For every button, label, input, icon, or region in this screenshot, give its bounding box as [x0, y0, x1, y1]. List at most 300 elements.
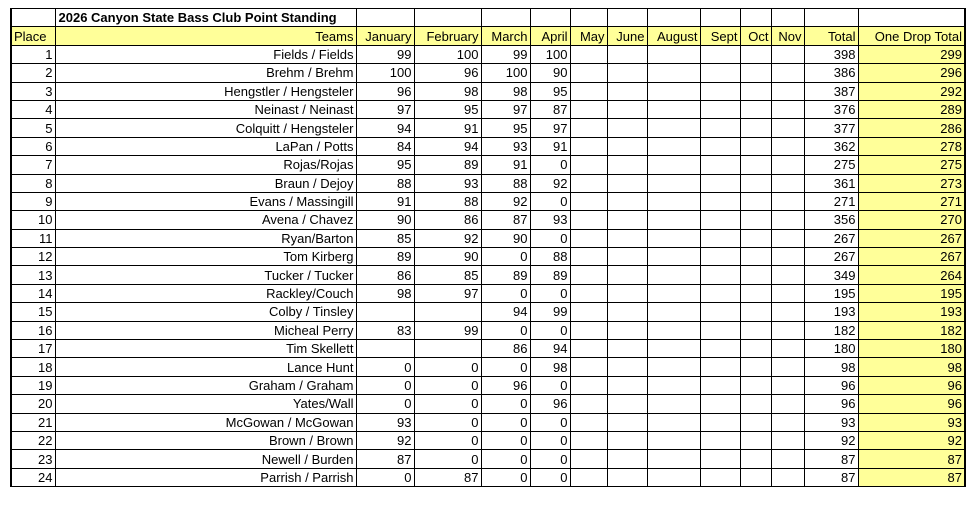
header-august: August — [647, 27, 700, 45]
score-cell-nov — [771, 376, 804, 394]
total-cell: 96 — [804, 376, 858, 394]
team-cell: Yates/Wall — [55, 395, 356, 413]
header-row — [11, 27, 965, 45]
score-cell-march: 0 — [481, 395, 530, 413]
total-cell: 182 — [804, 321, 858, 339]
score-cell-oct — [740, 450, 771, 468]
score-cell-may — [570, 321, 607, 339]
title-blank-cell — [414, 9, 481, 27]
score-cell-may — [570, 229, 607, 247]
sheet-title: 2026 Canyon State Bass Club Point Standing — [55, 9, 356, 27]
team-cell: Colquitt / Hengsteler — [55, 119, 356, 137]
score-cell-march: 98 — [481, 82, 530, 100]
score-cell-june — [607, 303, 647, 321]
score-cell-april: 97 — [530, 119, 570, 137]
score-cell-march: 100 — [481, 64, 530, 82]
score-cell-march: 99 — [481, 45, 530, 63]
one-drop-total-cell: 96 — [858, 395, 965, 413]
score-cell-august — [647, 450, 700, 468]
total-cell: 271 — [804, 192, 858, 210]
total-cell: 376 — [804, 100, 858, 118]
score-cell-april: 96 — [530, 395, 570, 413]
score-cell-oct — [740, 82, 771, 100]
score-cell-june — [607, 119, 647, 137]
total-cell: 267 — [804, 229, 858, 247]
header-february: February — [414, 27, 481, 45]
score-cell-august — [647, 82, 700, 100]
total-cell: 398 — [804, 45, 858, 63]
table-row — [11, 211, 965, 229]
table-row — [11, 82, 965, 100]
score-cell-march: 90 — [481, 229, 530, 247]
score-cell-june — [607, 248, 647, 266]
score-cell-june — [607, 340, 647, 358]
team-cell: Evans / Massingill — [55, 192, 356, 210]
score-cell-sept — [700, 248, 740, 266]
score-cell-june — [607, 450, 647, 468]
score-cell-january: 92 — [356, 431, 414, 449]
score-cell-may — [570, 376, 607, 394]
standings-table — [10, 8, 966, 487]
score-cell-january: 0 — [356, 468, 414, 486]
one-drop-total-cell: 286 — [858, 119, 965, 137]
table-row — [11, 413, 965, 431]
place-cell: 8 — [11, 174, 55, 192]
title-blank-cell — [740, 9, 771, 27]
score-cell-march: 0 — [481, 358, 530, 376]
score-cell-january: 86 — [356, 266, 414, 284]
score-cell-may — [570, 156, 607, 174]
title-blank-cell — [700, 9, 740, 27]
score-cell-sept — [700, 303, 740, 321]
title-row — [11, 9, 965, 27]
total-cell: 387 — [804, 82, 858, 100]
score-cell-sept — [700, 137, 740, 155]
header-one-drop-total: One Drop Total — [858, 27, 965, 45]
score-cell-oct — [740, 321, 771, 339]
score-cell-nov — [771, 156, 804, 174]
score-cell-may — [570, 192, 607, 210]
score-cell-january: 87 — [356, 450, 414, 468]
title-blank-cell — [647, 9, 700, 27]
score-cell-sept — [700, 321, 740, 339]
score-cell-june — [607, 431, 647, 449]
score-cell-march: 97 — [481, 100, 530, 118]
score-cell-oct — [740, 266, 771, 284]
score-cell-february: 85 — [414, 266, 481, 284]
table-row — [11, 303, 965, 321]
score-cell-february: 90 — [414, 248, 481, 266]
one-drop-total-cell: 93 — [858, 413, 965, 431]
score-cell-february — [414, 303, 481, 321]
score-cell-april: 0 — [530, 376, 570, 394]
total-cell: 96 — [804, 395, 858, 413]
score-cell-january: 83 — [356, 321, 414, 339]
score-cell-august — [647, 413, 700, 431]
table-row — [11, 468, 965, 486]
score-cell-march: 89 — [481, 266, 530, 284]
place-cell: 11 — [11, 229, 55, 247]
one-drop-total-cell: 267 — [858, 229, 965, 247]
place-cell: 15 — [11, 303, 55, 321]
score-cell-nov — [771, 174, 804, 192]
one-drop-total-cell: 264 — [858, 266, 965, 284]
score-cell-february: 92 — [414, 229, 481, 247]
table-row — [11, 450, 965, 468]
title-blank-cell — [858, 9, 965, 27]
place-cell: 5 — [11, 119, 55, 137]
score-cell-oct — [740, 229, 771, 247]
header-total: Total — [804, 27, 858, 45]
score-cell-march: 93 — [481, 137, 530, 155]
total-cell: 361 — [804, 174, 858, 192]
score-cell-february: 100 — [414, 45, 481, 63]
score-cell-sept — [700, 284, 740, 302]
score-cell-sept — [700, 82, 740, 100]
place-cell: 19 — [11, 376, 55, 394]
score-cell-february: 97 — [414, 284, 481, 302]
score-cell-august — [647, 284, 700, 302]
team-cell: Rojas/Rojas — [55, 156, 356, 174]
score-cell-august — [647, 303, 700, 321]
score-cell-february: 88 — [414, 192, 481, 210]
score-cell-february: 0 — [414, 376, 481, 394]
score-cell-august — [647, 229, 700, 247]
score-cell-august — [647, 340, 700, 358]
place-cell: 24 — [11, 468, 55, 486]
score-cell-february: 0 — [414, 395, 481, 413]
table-row — [11, 284, 965, 302]
score-cell-march: 0 — [481, 248, 530, 266]
score-cell-january: 88 — [356, 174, 414, 192]
score-cell-may — [570, 340, 607, 358]
score-cell-nov — [771, 303, 804, 321]
score-cell-april: 0 — [530, 450, 570, 468]
score-cell-may — [570, 266, 607, 284]
score-cell-nov — [771, 64, 804, 82]
score-cell-sept — [700, 100, 740, 118]
score-cell-sept — [700, 340, 740, 358]
score-cell-january: 85 — [356, 229, 414, 247]
one-drop-total-cell: 96 — [858, 376, 965, 394]
score-cell-april: 0 — [530, 321, 570, 339]
place-cell: 1 — [11, 45, 55, 63]
place-cell: 23 — [11, 450, 55, 468]
team-cell: Parrish / Parrish — [55, 468, 356, 486]
place-cell: 16 — [11, 321, 55, 339]
one-drop-total-cell: 273 — [858, 174, 965, 192]
score-cell-june — [607, 174, 647, 192]
score-cell-february: 98 — [414, 82, 481, 100]
score-cell-nov — [771, 248, 804, 266]
score-cell-april: 99 — [530, 303, 570, 321]
table-row — [11, 174, 965, 192]
score-cell-may — [570, 468, 607, 486]
score-cell-august — [647, 119, 700, 137]
total-cell: 180 — [804, 340, 858, 358]
table-row — [11, 229, 965, 247]
score-cell-june — [607, 358, 647, 376]
one-drop-total-cell: 195 — [858, 284, 965, 302]
score-cell-sept — [700, 450, 740, 468]
team-cell: Hengstler / Hengsteler — [55, 82, 356, 100]
team-cell: Fields / Fields — [55, 45, 356, 63]
score-cell-june — [607, 413, 647, 431]
one-drop-total-cell: 267 — [858, 248, 965, 266]
score-cell-march: 95 — [481, 119, 530, 137]
score-cell-april: 94 — [530, 340, 570, 358]
score-cell-oct — [740, 192, 771, 210]
place-cell: 7 — [11, 156, 55, 174]
total-cell: 362 — [804, 137, 858, 155]
score-cell-august — [647, 174, 700, 192]
score-cell-may — [570, 64, 607, 82]
one-drop-total-cell: 92 — [858, 431, 965, 449]
team-cell: Ryan/Barton — [55, 229, 356, 247]
header-teams: Teams — [55, 27, 356, 45]
score-cell-oct — [740, 64, 771, 82]
table-row — [11, 45, 965, 63]
score-cell-august — [647, 192, 700, 210]
score-cell-march: 91 — [481, 156, 530, 174]
one-drop-total-cell: 296 — [858, 64, 965, 82]
score-cell-oct — [740, 340, 771, 358]
table-row — [11, 321, 965, 339]
place-cell: 3 — [11, 82, 55, 100]
total-cell: 349 — [804, 266, 858, 284]
score-cell-nov — [771, 358, 804, 376]
score-cell-may — [570, 284, 607, 302]
score-cell-august — [647, 376, 700, 394]
score-cell-oct — [740, 395, 771, 413]
score-cell-january: 98 — [356, 284, 414, 302]
header-june: June — [607, 27, 647, 45]
score-cell-march: 86 — [481, 340, 530, 358]
score-cell-april: 0 — [530, 156, 570, 174]
score-cell-august — [647, 100, 700, 118]
score-cell-oct — [740, 376, 771, 394]
one-drop-total-cell: 292 — [858, 82, 965, 100]
score-cell-nov — [771, 431, 804, 449]
total-cell: 275 — [804, 156, 858, 174]
score-cell-april: 95 — [530, 82, 570, 100]
title-blank-cell — [804, 9, 858, 27]
title-blank-cell — [771, 9, 804, 27]
score-cell-march: 88 — [481, 174, 530, 192]
score-cell-august — [647, 211, 700, 229]
total-cell: 87 — [804, 468, 858, 486]
score-cell-january: 0 — [356, 358, 414, 376]
score-cell-oct — [740, 413, 771, 431]
score-cell-march: 0 — [481, 468, 530, 486]
table-row — [11, 192, 965, 210]
score-cell-april: 91 — [530, 137, 570, 155]
score-cell-august — [647, 266, 700, 284]
header-april: April — [530, 27, 570, 45]
table-row — [11, 248, 965, 266]
score-cell-april: 0 — [530, 413, 570, 431]
score-cell-nov — [771, 211, 804, 229]
total-cell: 377 — [804, 119, 858, 137]
total-cell: 92 — [804, 431, 858, 449]
score-cell-sept — [700, 468, 740, 486]
score-cell-june — [607, 266, 647, 284]
score-cell-april: 93 — [530, 211, 570, 229]
total-cell: 386 — [804, 64, 858, 82]
score-cell-nov — [771, 450, 804, 468]
score-cell-sept — [700, 358, 740, 376]
header-sept: Sept — [700, 27, 740, 45]
score-cell-oct — [740, 358, 771, 376]
score-cell-nov — [771, 413, 804, 431]
team-cell: Neinast / Neinast — [55, 100, 356, 118]
score-cell-april: 92 — [530, 174, 570, 192]
team-cell: Lance Hunt — [55, 358, 356, 376]
one-drop-total-cell: 98 — [858, 358, 965, 376]
score-cell-may — [570, 82, 607, 100]
place-cell: 18 — [11, 358, 55, 376]
title-blank-cell — [530, 9, 570, 27]
score-cell-august — [647, 431, 700, 449]
team-cell: Tom Kirberg — [55, 248, 356, 266]
score-cell-march: 92 — [481, 192, 530, 210]
score-cell-june — [607, 137, 647, 155]
score-cell-sept — [700, 413, 740, 431]
score-cell-june — [607, 468, 647, 486]
score-cell-nov — [771, 468, 804, 486]
score-cell-june — [607, 45, 647, 63]
score-cell-may — [570, 100, 607, 118]
score-cell-january — [356, 340, 414, 358]
total-cell: 267 — [804, 248, 858, 266]
score-cell-june — [607, 156, 647, 174]
score-cell-january: 0 — [356, 395, 414, 413]
score-cell-nov — [771, 119, 804, 137]
one-drop-total-cell: 270 — [858, 211, 965, 229]
header-march: March — [481, 27, 530, 45]
team-cell: Micheal Perry — [55, 321, 356, 339]
header-oct: Oct — [740, 27, 771, 45]
total-cell: 93 — [804, 413, 858, 431]
score-cell-march: 0 — [481, 321, 530, 339]
score-cell-nov — [771, 100, 804, 118]
score-cell-sept — [700, 156, 740, 174]
score-cell-january: 93 — [356, 413, 414, 431]
one-drop-total-cell: 87 — [858, 450, 965, 468]
score-cell-february: 95 — [414, 100, 481, 118]
score-cell-june — [607, 82, 647, 100]
score-cell-january: 94 — [356, 119, 414, 137]
table-row — [11, 431, 965, 449]
header-place: Place — [11, 27, 55, 45]
score-cell-march: 0 — [481, 284, 530, 302]
place-cell: 20 — [11, 395, 55, 413]
score-cell-may — [570, 450, 607, 468]
place-cell: 9 — [11, 192, 55, 210]
score-cell-oct — [740, 303, 771, 321]
score-cell-february: 99 — [414, 321, 481, 339]
score-cell-sept — [700, 174, 740, 192]
total-cell: 98 — [804, 358, 858, 376]
one-drop-total-cell: 180 — [858, 340, 965, 358]
score-cell-april: 0 — [530, 229, 570, 247]
title-blank-cell — [607, 9, 647, 27]
score-cell-nov — [771, 229, 804, 247]
score-cell-oct — [740, 45, 771, 63]
place-cell: 14 — [11, 284, 55, 302]
total-cell: 193 — [804, 303, 858, 321]
score-cell-february: 0 — [414, 431, 481, 449]
score-cell-oct — [740, 156, 771, 174]
score-cell-oct — [740, 248, 771, 266]
header-may: May — [570, 27, 607, 45]
score-cell-may — [570, 248, 607, 266]
one-drop-total-cell: 271 — [858, 192, 965, 210]
score-cell-oct — [740, 119, 771, 137]
score-cell-oct — [740, 100, 771, 118]
score-cell-april: 87 — [530, 100, 570, 118]
table-row — [11, 266, 965, 284]
team-cell: Avena / Chavez — [55, 211, 356, 229]
score-cell-june — [607, 376, 647, 394]
score-cell-may — [570, 413, 607, 431]
score-cell-august — [647, 248, 700, 266]
title-blank-cell — [356, 9, 414, 27]
score-cell-february: 87 — [414, 468, 481, 486]
score-cell-oct — [740, 431, 771, 449]
score-cell-may — [570, 395, 607, 413]
score-cell-february: 86 — [414, 211, 481, 229]
place-cell: 17 — [11, 340, 55, 358]
score-cell-nov — [771, 137, 804, 155]
team-cell: Newell / Burden — [55, 450, 356, 468]
score-cell-august — [647, 45, 700, 63]
score-cell-august — [647, 321, 700, 339]
place-cell: 6 — [11, 137, 55, 155]
title-blank-cell — [570, 9, 607, 27]
team-cell: Tim Skellett — [55, 340, 356, 358]
score-cell-april: 90 — [530, 64, 570, 82]
score-cell-august — [647, 395, 700, 413]
score-cell-sept — [700, 211, 740, 229]
team-cell: Brehm / Brehm — [55, 64, 356, 82]
score-cell-january: 99 — [356, 45, 414, 63]
score-cell-oct — [740, 284, 771, 302]
score-cell-oct — [740, 137, 771, 155]
score-cell-nov — [771, 321, 804, 339]
place-cell: 2 — [11, 64, 55, 82]
score-cell-january: 0 — [356, 376, 414, 394]
score-cell-march: 96 — [481, 376, 530, 394]
one-drop-total-cell: 182 — [858, 321, 965, 339]
score-cell-may — [570, 45, 607, 63]
score-cell-april: 88 — [530, 248, 570, 266]
score-cell-may — [570, 119, 607, 137]
score-cell-april: 0 — [530, 284, 570, 302]
total-cell: 195 — [804, 284, 858, 302]
score-cell-february — [414, 340, 481, 358]
score-cell-nov — [771, 340, 804, 358]
score-cell-nov — [771, 266, 804, 284]
place-cell: 12 — [11, 248, 55, 266]
score-cell-sept — [700, 266, 740, 284]
table-row — [11, 119, 965, 137]
score-cell-sept — [700, 45, 740, 63]
score-cell-may — [570, 303, 607, 321]
team-cell: Tucker / Tucker — [55, 266, 356, 284]
score-cell-january: 89 — [356, 248, 414, 266]
score-cell-february: 0 — [414, 450, 481, 468]
